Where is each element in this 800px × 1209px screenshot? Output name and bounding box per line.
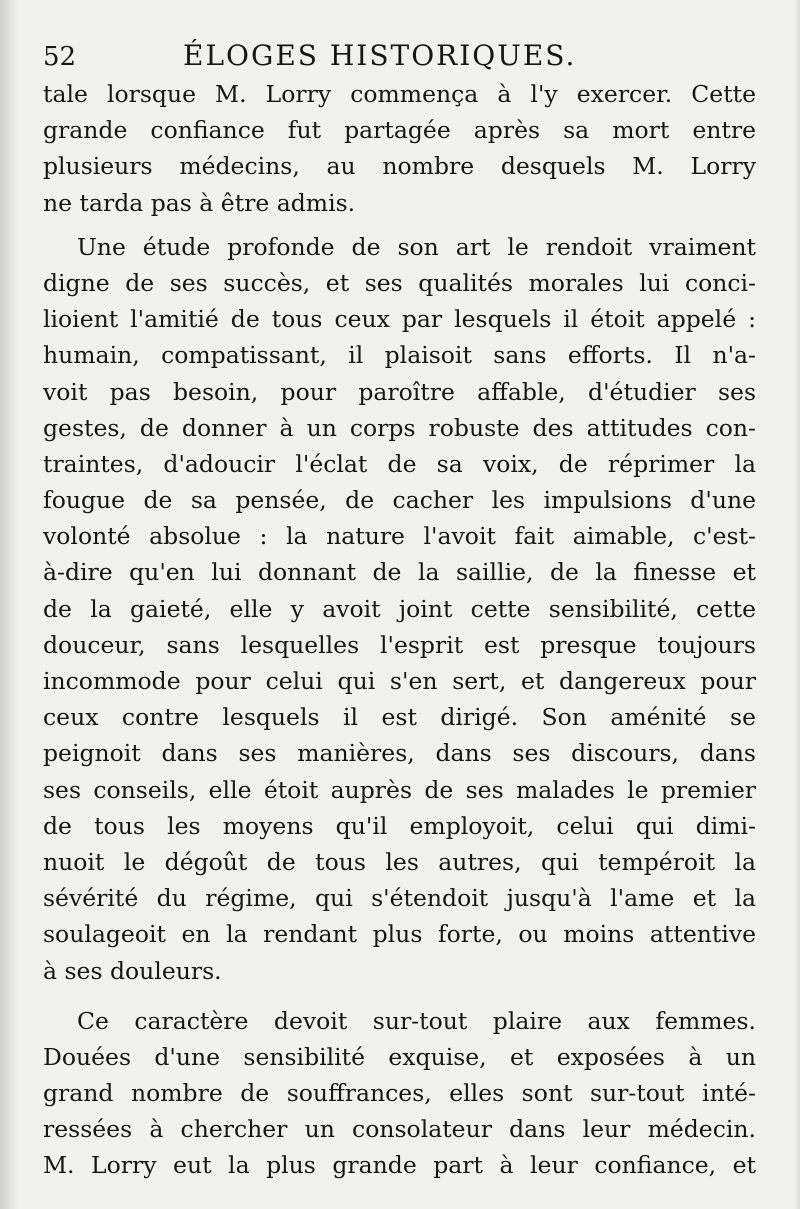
text-line: grand nombre de souffrances, elles sont sur-tout inté- <box>43 1079 756 1108</box>
text-line: douceur, sans lesquelles l'esprit est presque toujours <box>43 630 756 659</box>
text-line: ressées à chercher un consolateur dans leur médecin. <box>43 1115 756 1144</box>
text-line: peignoit dans ses manières, dans ses discours, dans <box>43 739 756 768</box>
paragraph-gap <box>43 221 756 229</box>
text-line: ses conseils, elle étoit auprès de ses malades le premier <box>43 775 756 804</box>
text-line: fougue de sa pensée, de cacher les impulsions d'une <box>43 486 756 515</box>
paragraph-continued <box>43 76 756 221</box>
text-line: nuoit le dégoût de tous les autres, qui tempéroit la <box>43 847 756 876</box>
text-line: humain, compatissant, il plaisoit sans efforts. Il n'a- <box>43 341 756 370</box>
text-line: Une étude profonde de son art le rendoit vraiment <box>77 232 756 261</box>
text-line: incommode pour celui qui s'en sert, et dangereux pour <box>43 667 756 695</box>
page-number: 52 <box>43 42 77 72</box>
text-line: M. Lorry eut la plus grande part à leur confiance, et <box>43 1151 756 1180</box>
text-line: grande confiance fut partagée après sa mort entre <box>43 116 756 145</box>
text-line: Douées d'une sensibilité exquise, et exposées à un <box>43 1042 756 1071</box>
text-line: soulageoit en la rendant plus forte, ou moins attentive <box>43 920 756 949</box>
text-line: sévérité du régime, qui s'étendoit jusqu'à l'ame et la <box>43 884 756 913</box>
paragraph-character <box>43 229 756 989</box>
text-line: digne de ses succès, et ses qualités morales lui conci- <box>43 268 756 297</box>
text-line: volonté absolue : la nature l'avoit fait aimable, c'est- <box>43 522 756 551</box>
body-text <box>43 76 756 1184</box>
paragraph-women <box>43 1003 756 1184</box>
text-line: à-dire qu'en lui donnant de la saillie, de la finesse et <box>43 558 756 587</box>
page-gutter-shadow <box>0 0 18 1209</box>
text-line: de la gaieté, elle y avoit joint cette sensibilité, cette <box>43 594 756 623</box>
paragraph-gap <box>43 989 756 1003</box>
text-line: voit pas besoin, pour paroître affable, d'étudier ses <box>43 377 756 406</box>
text-line: traintes, d'adoucir l'éclat de sa voix, de réprimer la <box>43 449 756 478</box>
text-line: ne tarda pas à être admis. <box>43 188 356 217</box>
text-line: plusieurs médecins, au nombre desquels M. Lorry <box>43 152 756 181</box>
text-line: tale lorsque M. Lorry commença à l'y exercer. Cette <box>43 80 756 108</box>
text-line: lioient l'amitié de tous ceux par lesquels il étoit appelé : <box>43 305 756 334</box>
text-line: à ses douleurs. <box>43 956 222 985</box>
running-title: ÉLOGES HISTORIQUES. <box>183 39 577 72</box>
text-line: de tous les moyens qu'il employoit, celui qui dimi- <box>43 811 756 840</box>
text-line: gestes, de donner à un corps robuste des attitudes con- <box>43 413 756 442</box>
running-header <box>43 30 763 76</box>
text-line: ceux contre lesquels il est dirigé. Son aménité se <box>43 703 756 732</box>
page-edge-shadow <box>794 0 800 1209</box>
text-line: Ce caractère devoit sur-tout plaire aux femmes. <box>77 1006 756 1035</box>
